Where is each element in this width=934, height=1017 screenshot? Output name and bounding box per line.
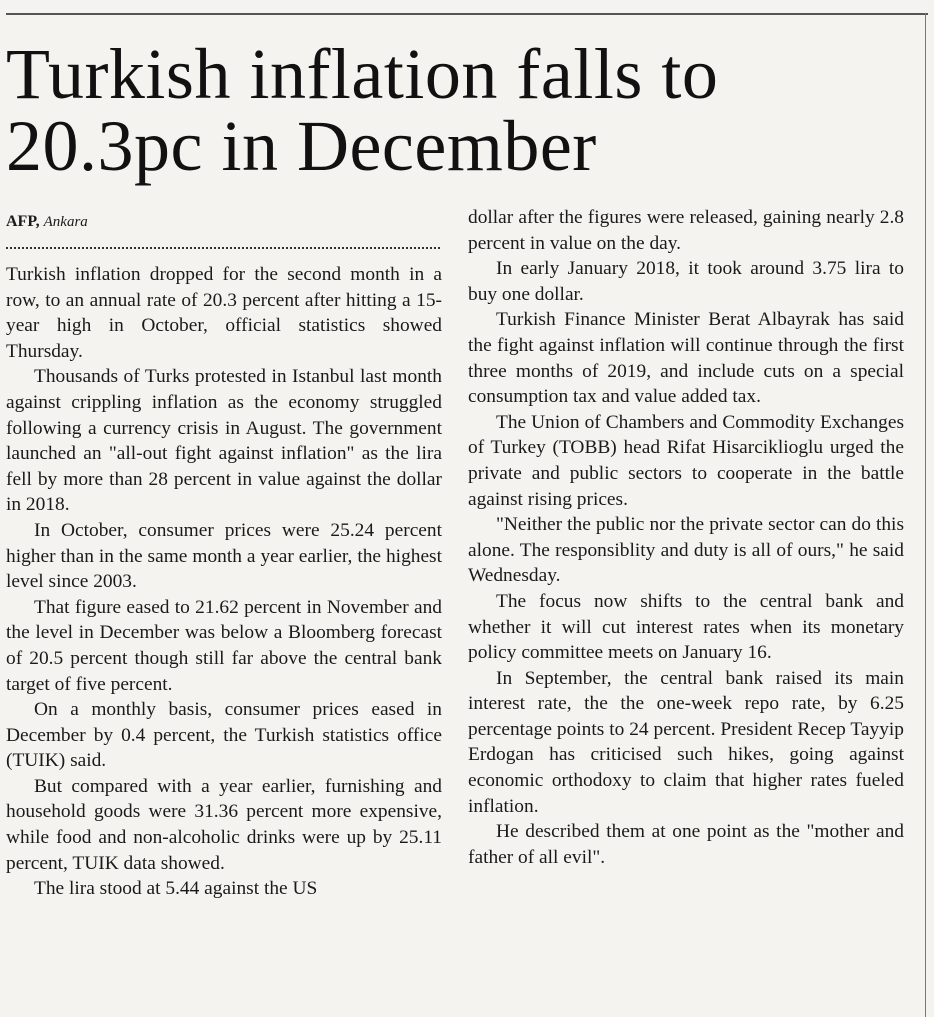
paragraph: In October, consumer prices were 25.24 percent higher than in the same month a year earlier, the highest level since 2003. bbox=[6, 519, 442, 593]
column-rule bbox=[925, 13, 926, 1017]
paragraph: Turkish Finance Minister Berat Albayrak has said the fight against inflation will continue through the first three months of 2019, and include cuts on a special consumption tax and value added tax. bbox=[468, 309, 904, 408]
paragraph: dollar after the figures were released, gaining nearly 2.8 percent in value on the day. bbox=[468, 207, 904, 254]
paragraph: He described them at one point as the "mother and father of all evil". bbox=[468, 821, 904, 868]
paragraph: That figure eased to 21.62 percent in November and the level in December was below a Bloomberg forecast of 20.5 percent though still far above the central bank target of five percent. bbox=[6, 596, 442, 695]
byline-city: Ankara bbox=[43, 214, 88, 230]
byline bbox=[6, 211, 440, 232]
paragraph: Thousands of Turks protested in Istanbul last month against crippling inflation as the economy struggled following a currency crisis in August. The government launched an "all-out fight against inflation" as the lira fell by more than 28 percent in value against the dollar in 2018. bbox=[6, 366, 442, 516]
paragraph: But compared with a year earlier, furnishing and household goods were 31.36 percent more expensive, while food and non-alcoholic drinks were up by 25.11 percent, TUIK data showed. bbox=[6, 775, 442, 874]
paragraph: The Union of Chambers and Commodity Exchanges of Turkey (TOBB) head Rifat Hisarciklioglu urged the private and public sectors to cooperate in the battle against rising prices. bbox=[468, 411, 904, 510]
paragraph: Turkish inflation dropped for the second month in a row, to an annual rate of 20.3 percent after hitting a 15-year high in October, official statistics showed Thursday. bbox=[6, 264, 442, 362]
paragraph: "Neither the public nor the private sector can do this alone. The responsiblity and duty is all of ours," he said Wednesday. bbox=[468, 514, 904, 587]
paragraph: On a monthly basis, consumer prices eased in December by 0.4 percent, the Turkish statistics office (TUIK) said. bbox=[6, 699, 442, 772]
headline: Turkish inflation falls to 20.3pc in December bbox=[6, 34, 719, 186]
byline-agency: AFP, bbox=[6, 213, 40, 230]
article-column-right bbox=[468, 205, 904, 870]
paragraph: In September, the central bank raised its main interest rate, the the one-week repo rate, by 6.25 percentage points to 24 percent. President Recep Tayyip Erdogan has criticised such hikes, going against economic orthodoxy to claim that higher rates fueled inflation. bbox=[468, 667, 904, 817]
paragraph: In early January 2018, it took around 3.75 lira to buy one dollar. bbox=[468, 258, 904, 305]
byline-divider bbox=[6, 247, 440, 249]
top-rule bbox=[6, 13, 928, 15]
paragraph: The focus now shifts to the central bank and whether it will cut interest rates when its monetary policy committee meets on January 16. bbox=[468, 590, 904, 664]
article-column-left bbox=[6, 262, 442, 902]
paragraph: The lira stood at 5.44 against the US bbox=[34, 878, 318, 900]
